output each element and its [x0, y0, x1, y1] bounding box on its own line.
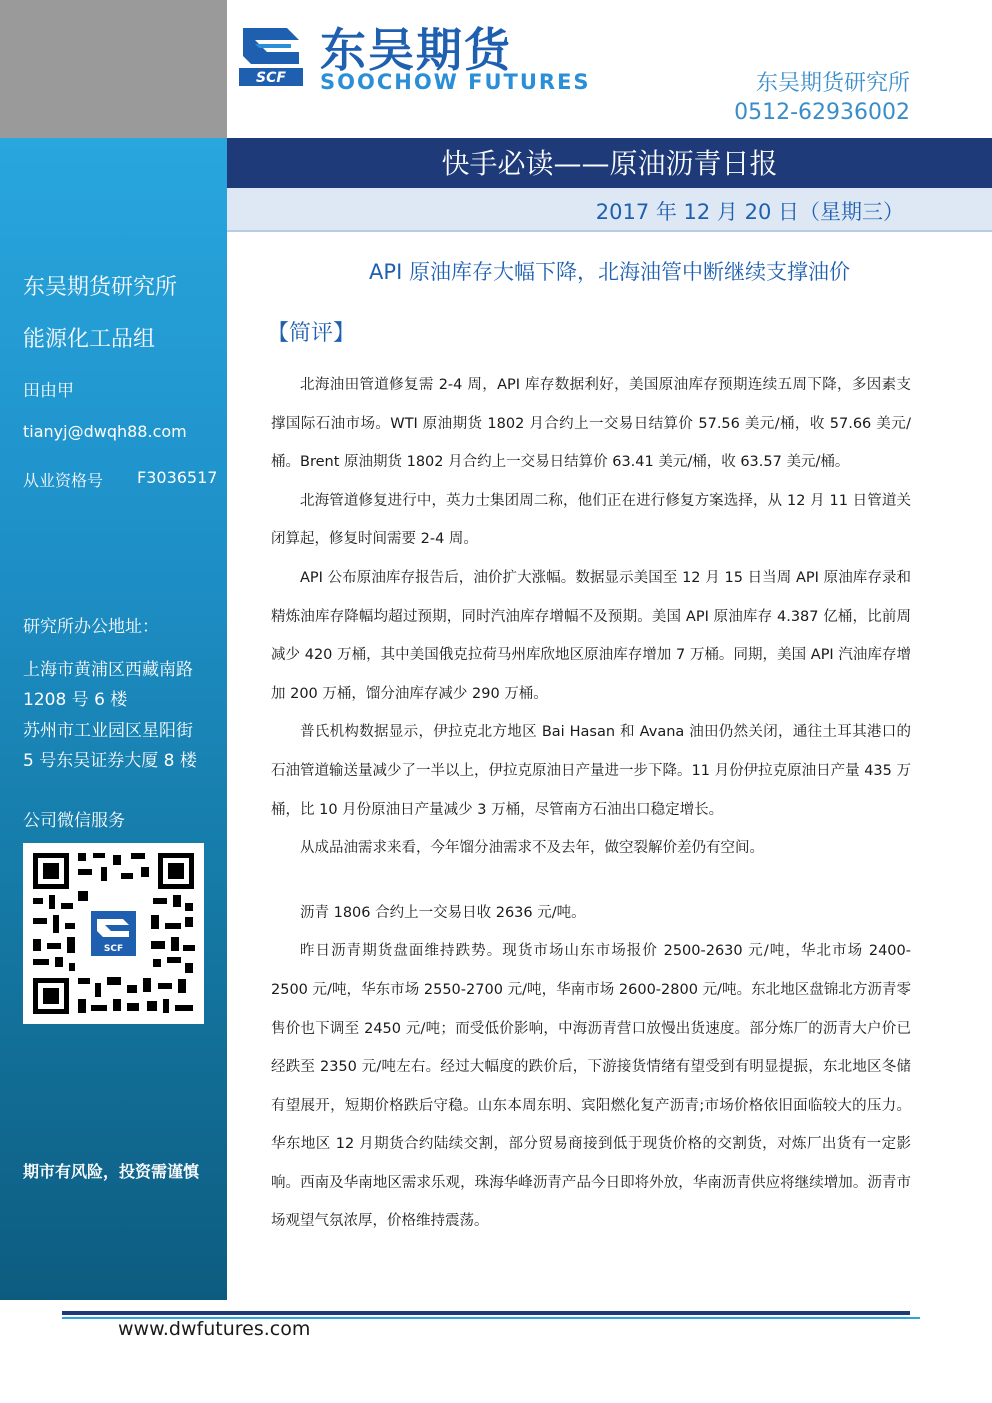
body-paragraph: API 公布原油库存报告后，油价扩大涨幅。数据显示美国至 12 月 15 日当周 API 原油库存录和精炼油库存降幅均超过预期，同时汽油库存增幅不及预期。美国 API 原油库存 4.387 亿桶，比前周减少 420 万桶，其中美国俄克拉荷马州库欣地区原油库存增加 7 万桶。同期，美国 API 汽油库存增加 200 万桶，馏分油库存减少 290 万桶。 [271, 569, 911, 702]
sidebar-license-label: 从业资格号 [23, 471, 104, 490]
footer-divider [62, 1311, 910, 1315]
body-paragraph: 北海油田管道修复需 2-4 周，API 库存数据利好，美国原油库存预期连续五周下降，多因素支撑国际石油市场。WTI 原油期货 1802 月合约上一交易日结算价 57.56 美元/桶，收 57.66 美元/桶。Brent 原油期货 1802 月合约上一交易日结算价 63.41 美元/桶，收 63.57 美元/桶。 [271, 377, 911, 471]
top-left-block [0, 0, 227, 138]
date-bar [227, 188, 992, 232]
sidebar-address-line: 上海市黄浦区西藏南路 [23, 660, 193, 680]
report-headline: API 原油库存大幅下降，北海油管中断继续支撑油价 [369, 260, 850, 284]
company-logo-icon [237, 18, 305, 88]
sidebar-org: 东吴期货研究所 [23, 275, 178, 300]
body-paragraph: 昨日沥青期货盘面维持跌势。现货市场山东市场报价 2500-2630 元/吨，华北市场 2400-2500 元/吨，华东市场 2550-2700 元/吨，华南市场 2600-2800 元/吨。东北地区盘锦北方沥青零售价也下调至 2450 元/吨；而受低价影响，中海沥青营口放慢出货速度。部分炼厂的沥青大户价已经跌至 2350 元/吨左右。经过大幅度的跌价后，下游接货情绪有望受到有明显提振，东北地区冬储有望展开，短期价格跌后守稳。山东本周东明、宾阳燃化复产沥青;市场价格依旧面临较大的压力。华东地区 12 月期货合约陆续交割，部分贸易商接到低于现货价格的交割货，对炼厂出货有一定影响。西南及华南地区需求乐观，珠海华峰沥青产品今日即将外放，华南沥青供应将继续增加。沥青市场观望气氛浓厚，价格维持震荡。 [271, 943, 911, 1230]
sidebar-analyst: 田由甲 [23, 381, 74, 401]
sidebar-group: 能源化工品组 [23, 327, 156, 352]
institute-name: 东吴期货研究所 [755, 71, 910, 96]
body-paragraph: 普氏机构数据显示，伊拉克北方地区 Bai Hasan 和 Avana 油田仍然关闭，通往土耳其港口的石油管道输送量减少了一半以上，伊拉克原油日产量进一步下降。11 月份伊拉克原油日产量 435 万桶，比 10 月份原油日产量减少 3 万桶，尽管南方石油出口稳定增长。 [271, 724, 911, 818]
sidebar-wechat-label: 公司微信服务 [23, 811, 125, 831]
body-paragraph: 从成品油需求来看，今年馏分油需求不及去年，做空裂解价差仍有空间。 [300, 840, 764, 857]
logo-english-name: SOOCHOW FUTURES [320, 70, 591, 94]
sidebar-license-number: F3036517 [137, 468, 218, 487]
logo-chinese-name: 东吴期货 [320, 23, 512, 77]
sidebar-office-label: 研究所办公地址： [23, 617, 159, 637]
sidebar-email[interactable]: tianyj@dwqh88.com [23, 422, 187, 441]
institute-phone: 0512-62936002 [734, 100, 910, 125]
logo-mark-text: SCF [256, 70, 286, 86]
report-date: 2017 年 12 月 20 日（星期三） [595, 200, 904, 224]
sidebar-address-line: 5 号东吴证券大厦 8 楼 [23, 751, 197, 771]
risk-notice: 期市有风险，投资需谨慎 [23, 1162, 200, 1181]
sidebar-address-line: 苏州市工业园区星阳街 [23, 721, 193, 741]
section-title: 【简评】 [267, 321, 356, 346]
footer-website-link[interactable]: www.dwfutures.com [118, 1318, 311, 1340]
sidebar-address-line: 1208 号 6 楼 [23, 690, 128, 710]
body-paragraph: 北海管道修复进行中，英力士集团周二称，他们正在进行修复方案选择，从 12 月 11 日管道关闭算起，修复时间需要 2-4 周。 [271, 492, 911, 548]
body-paragraph: 沥青 1806 合约上一交易日收 2636 元/吨。 [300, 904, 586, 921]
report-body [271, 366, 911, 1241]
report-title: 快手必读——原油沥青日报 [227, 138, 992, 188]
paragraph-gap [271, 868, 911, 894]
wechat-qr-code[interactable] [23, 843, 204, 1024]
sidebar [0, 138, 227, 1300]
qr-logo-text: SCF [103, 944, 124, 954]
